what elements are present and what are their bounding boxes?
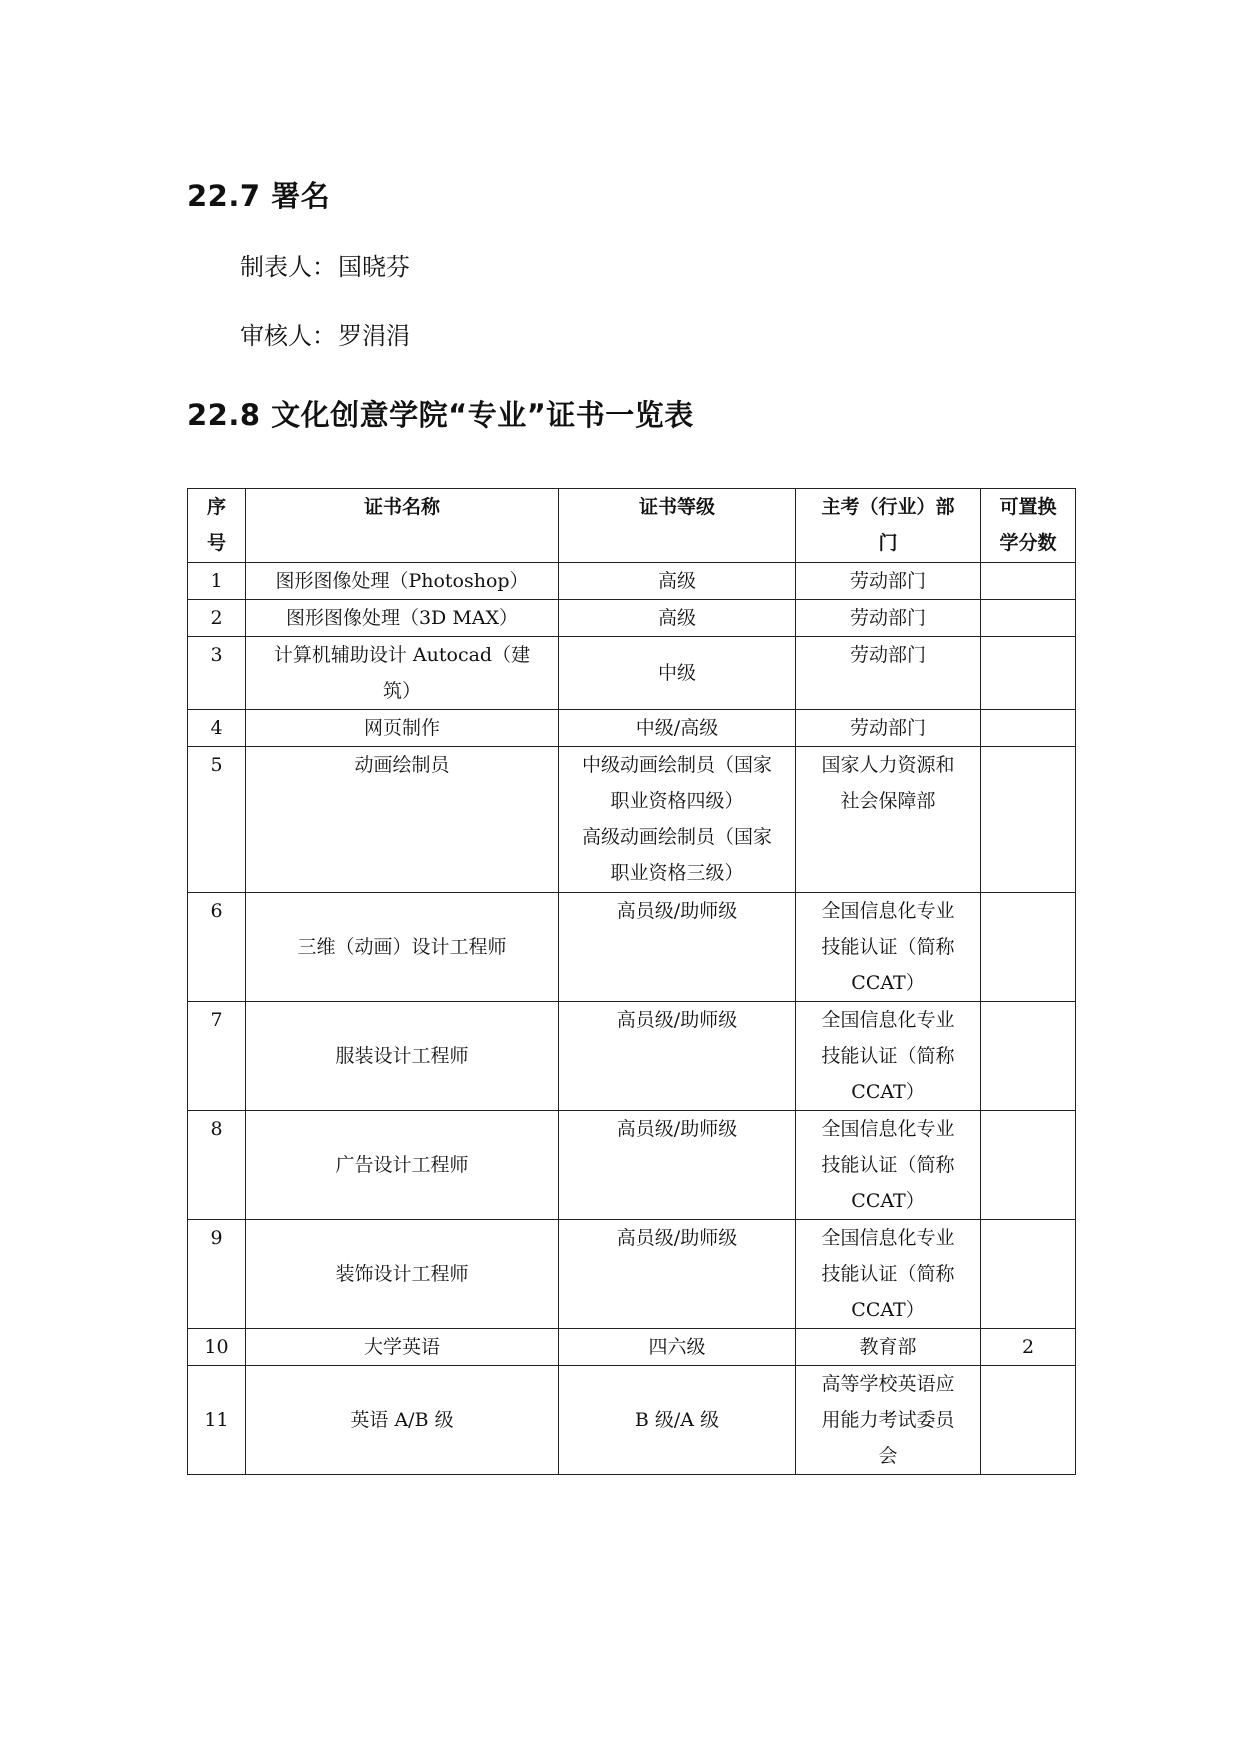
cell-name: 服装设计工程师 xyxy=(246,1002,559,1111)
preparer-line xyxy=(240,247,410,282)
cell-name: 广告设计工程师 xyxy=(246,1111,559,1220)
cell-level: 高级 xyxy=(559,563,796,600)
table-row xyxy=(188,600,1076,637)
cell-credit xyxy=(981,1111,1076,1220)
cell-level: 高员级/助师级 xyxy=(559,1220,796,1329)
cell-dept: 全国信息化专业 技能认证（简称 CCAT） xyxy=(796,1220,981,1329)
table-row xyxy=(188,1220,1076,1329)
cell-dept: 劳动部门 xyxy=(796,710,981,747)
cell-dept: 国家人力资源和 社会保障部 xyxy=(796,747,981,893)
section-heading-cert-table: 22.8 文化创意学院“专业”证书一览表 xyxy=(187,398,694,432)
cell-dept: 劳动部门 xyxy=(796,563,981,600)
preparer-name: 国晓芬 xyxy=(338,253,410,281)
cell-credit: 2 xyxy=(981,1329,1076,1366)
header-credit: 可置换 学分数 xyxy=(981,489,1076,563)
cell-level: 中级 xyxy=(559,637,796,710)
cell-level: 高员级/助师级 xyxy=(559,1002,796,1111)
cell-dept: 全国信息化专业 技能认证（简称 CCAT） xyxy=(796,1111,981,1220)
cell-level: 中级/高级 xyxy=(559,710,796,747)
cell-dept: 教育部 xyxy=(796,1329,981,1366)
cell-no: 4 xyxy=(188,710,246,747)
cell-no: 6 xyxy=(188,893,246,1002)
cell-credit xyxy=(981,1366,1076,1475)
cell-no: 8 xyxy=(188,1111,246,1220)
table-row xyxy=(188,1366,1076,1475)
table-row xyxy=(188,893,1076,1002)
cell-name: 网页制作 xyxy=(246,710,559,747)
header-no: 序 号 xyxy=(188,489,246,563)
cell-name: 三维（动画）设计工程师 xyxy=(246,893,559,1002)
cell-credit xyxy=(981,600,1076,637)
table-row xyxy=(188,747,1076,893)
reviewer-label: 审核人： xyxy=(240,322,336,350)
cell-credit xyxy=(981,1002,1076,1111)
cell-level: 四六级 xyxy=(559,1329,796,1366)
cell-level: 高员级/助师级 xyxy=(559,1111,796,1220)
header-dept: 主考（行业）部 门 xyxy=(796,489,981,563)
cell-no: 5 xyxy=(188,747,246,893)
cell-no: 3 xyxy=(188,637,246,710)
cell-name: 图形图像处理（3D MAX） xyxy=(246,600,559,637)
table-row xyxy=(188,1329,1076,1366)
cell-no: 1 xyxy=(188,563,246,600)
cell-dept: 全国信息化专业 技能认证（简称 CCAT） xyxy=(796,1002,981,1111)
cell-dept: 劳动部门 xyxy=(796,600,981,637)
reviewer-name: 罗涓涓 xyxy=(338,322,410,350)
cell-credit xyxy=(981,710,1076,747)
cell-no: 2 xyxy=(188,600,246,637)
cell-level: B 级/A 级 xyxy=(559,1366,796,1475)
cell-name: 计算机辅助设计 Autocad（建 筑） xyxy=(246,637,559,710)
cell-name: 图形图像处理（Photoshop） xyxy=(246,563,559,600)
cell-name: 英语 A/B 级 xyxy=(246,1366,559,1475)
cell-level: 高员级/助师级 xyxy=(559,893,796,1002)
table-row xyxy=(188,710,1076,747)
cell-credit xyxy=(981,747,1076,893)
cell-dept: 高等学校英语应 用能力考试委员 会 xyxy=(796,1366,981,1475)
reviewer-line xyxy=(240,316,410,351)
table-row xyxy=(188,1111,1076,1220)
cell-credit xyxy=(981,563,1076,600)
preparer-label: 制表人： xyxy=(240,253,336,281)
header-name: 证书名称 xyxy=(246,489,559,563)
cell-no: 7 xyxy=(188,1002,246,1111)
cell-no: 11 xyxy=(188,1366,246,1475)
cell-credit xyxy=(981,637,1076,710)
certificate-table xyxy=(187,488,1076,1475)
table-row xyxy=(188,563,1076,600)
cell-level: 中级动画绘制员（国家 职业资格四级） 高级动画绘制员（国家 职业资格三级） xyxy=(559,747,796,893)
table-row xyxy=(188,1002,1076,1111)
table-header-row xyxy=(188,489,1076,563)
cell-no: 10 xyxy=(188,1329,246,1366)
header-level: 证书等级 xyxy=(559,489,796,563)
cell-dept: 劳动部门 xyxy=(796,637,981,710)
cell-credit xyxy=(981,1220,1076,1329)
cell-name: 大学英语 xyxy=(246,1329,559,1366)
cell-credit xyxy=(981,893,1076,1002)
cell-name: 装饰设计工程师 xyxy=(246,1220,559,1329)
cell-name: 动画绘制员 xyxy=(246,747,559,893)
cell-dept: 全国信息化专业 技能认证（简称 CCAT） xyxy=(796,893,981,1002)
cell-no: 9 xyxy=(188,1220,246,1329)
cell-level: 高级 xyxy=(559,600,796,637)
table-row xyxy=(188,637,1076,710)
section-heading-signature: 22.7 署名 xyxy=(187,179,331,213)
